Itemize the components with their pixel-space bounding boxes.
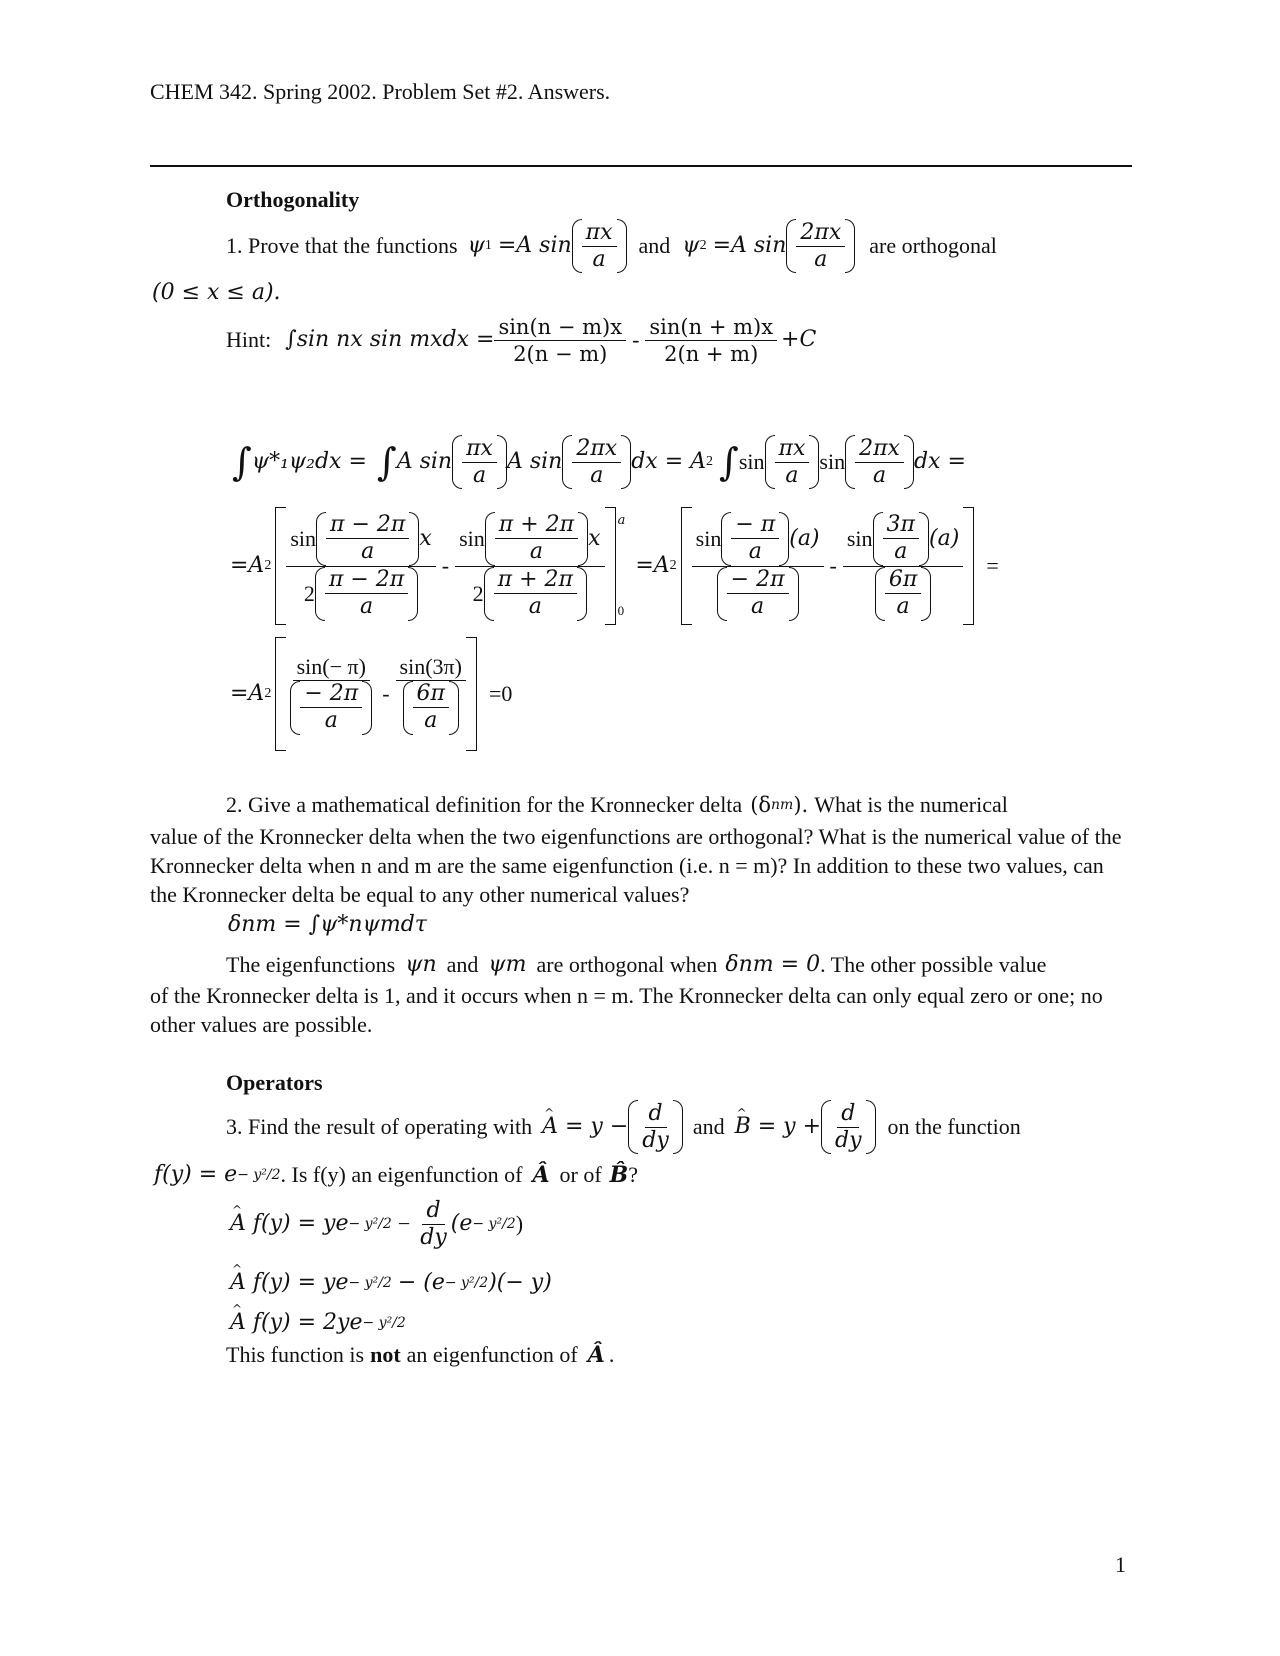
operator-a-definition: ^ A = y −	[542, 1114, 628, 1140]
psi-n: ψn	[405, 952, 437, 977]
sol1-frac4-den: a	[872, 462, 887, 488]
q3-or-of: or of	[559, 1162, 602, 1187]
minus-1: -	[441, 553, 450, 578]
final-den2-den: a	[424, 708, 438, 733]
question-2-body: value of the Kronnecker delta when the two eigenfunctions are orthogonal? What is the numerical value of the Kronnecker delta when n and m are the same eigenfunction (i.e. n = m)? In addition to these two values, can the Kronnecker delta be equal to any other numerical values?	[150, 824, 1122, 907]
psi-m: ψm	[488, 952, 527, 977]
eq-a2-3: =A	[230, 681, 265, 706]
step3-lhs: ^ A f(y) = 2ye	[230, 1310, 362, 1336]
sol1-frac2-num: 2πx	[572, 436, 621, 463]
q3-qmark: ?	[628, 1162, 639, 1187]
conclusion-a-hat: Â	[587, 1342, 605, 1368]
final-den1-den: a	[324, 708, 338, 733]
eval-upper: a	[617, 513, 626, 528]
hint-frac2-den: 2(n + m)	[664, 341, 759, 366]
frac-6pi-den: a	[896, 594, 910, 619]
section-heading-orthogonality: Orthogonality	[226, 187, 360, 212]
bracket-frac-1	[286, 512, 435, 621]
integral-sign-2: ∫	[376, 440, 397, 484]
eq-sign-line2: =	[986, 553, 999, 578]
final-num-1: sin(− π)	[293, 654, 370, 681]
q2-delta-close: ).	[793, 793, 809, 817]
solution-line-3	[230, 636, 512, 752]
hint-minus: -	[632, 327, 640, 352]
operator-b-definition: ^ B = y +	[735, 1114, 821, 1140]
step1-minus: −	[397, 1211, 411, 1236]
final-den2-num: 6π	[413, 681, 449, 708]
frac-pi-plus-num: π + 2π	[495, 512, 578, 539]
conclusion-dot: .	[608, 1342, 615, 1367]
document-title: CHEM 342. Spring 2002. Problem Set #2. Answers.	[150, 79, 611, 104]
q2-intro-b: What is the numerical	[814, 792, 1008, 817]
step2-tail: − (e	[397, 1270, 445, 1295]
pow2-3: 2	[264, 686, 272, 701]
dx-eq: dx =	[913, 449, 966, 474]
frac-pi-minus-num: π − 2π	[326, 512, 409, 539]
hint-frac1-num: sin(n − m)x	[494, 314, 626, 341]
hint-integral: ∫sin nx sin mxdx =	[285, 327, 495, 352]
sol1-frac2-den: a	[590, 462, 604, 488]
pow2-2: 2	[669, 558, 677, 573]
two-1: 2	[303, 580, 315, 606]
sol1-frac3-den: a	[785, 462, 799, 488]
conclusion-a: This function is	[226, 1342, 365, 1367]
q1-range: (0 ≤ x ≤ a).	[152, 280, 281, 305]
frac-neg-pi-den: a	[748, 539, 762, 564]
function-exponent: − y²/2	[237, 1167, 281, 1183]
frac-neg-2pi-num: − 2π	[727, 567, 789, 594]
pow2-1: 2	[264, 558, 272, 573]
psi1-frac-num: πx	[582, 220, 617, 247]
two-2: 2	[472, 580, 484, 606]
sin-1: sin	[738, 449, 765, 474]
sin-2: sin	[819, 449, 846, 474]
eval-lower: 0	[617, 603, 625, 618]
step1-paren: (e	[450, 1211, 473, 1236]
psi2-argument	[786, 219, 855, 273]
bracket-frac-4	[843, 512, 963, 621]
sol1-frac1-num: πx	[462, 436, 497, 463]
bracket-frac-2	[455, 512, 604, 621]
frac-pi-minus-den: a	[361, 539, 375, 564]
ans2-c: . The other possible value	[820, 952, 1047, 977]
page-number: 1	[1115, 1552, 1126, 1577]
psi1-subscript: 1	[484, 238, 492, 253]
frac-pi-plus-den-2: a	[528, 594, 542, 619]
step-1	[230, 1196, 523, 1252]
q2-delta-symbol: (δ	[750, 793, 772, 817]
frac-pi-minus-den-2: a	[359, 594, 374, 619]
conclusion	[226, 1342, 614, 1368]
final-num-2: sin(3π)	[396, 654, 466, 681]
final-den1-num: − 2π	[300, 681, 362, 708]
q3-d-1: d	[645, 1101, 667, 1128]
hint-constant: +C	[781, 327, 817, 352]
hint-label: Hint:	[226, 327, 272, 352]
delta-zero: δnm = 0	[725, 952, 821, 977]
solution-line-2	[230, 506, 999, 626]
q3-function-line	[154, 1162, 638, 1188]
integral-sign: ∫	[232, 440, 252, 484]
psi1-symbol: ψ	[467, 233, 485, 258]
q3-dy-1: dy	[642, 1127, 669, 1153]
step1-exp: − y²/2	[348, 1216, 392, 1232]
q3-d-2: d	[837, 1101, 859, 1128]
psi2-frac-num: 2πx	[796, 220, 845, 247]
ans2-b: are orthogonal when	[536, 952, 718, 977]
frac-neg-2pi-den: a	[751, 594, 765, 619]
answer-2-body: of the Kronnecker delta is 1, and it occurs when n = m. The Kronnecker delta can only equal zero or one; no other values are possible.	[150, 983, 1103, 1037]
paren-a-1: (a)	[789, 525, 820, 551]
sin-3: sin	[290, 525, 317, 551]
function-f: f(y) = e	[154, 1162, 238, 1187]
step2-exp-2: − y²/2	[444, 1275, 489, 1291]
hint	[226, 312, 816, 368]
sol1-frac3-num: πx	[775, 436, 810, 463]
solution-line-1: ∫ ψ*₁ψ₂dx = ∫ A sin $\frac{\pi x}{a}$ A sin $\frac{2\pi x}{a}$ dx = A 2 ∫ sin $\frac{\pi x}{a}$ sin $\frac{2\pi x}{a}$ dx =	[232, 435, 966, 488]
psi2-subscript: 2	[699, 238, 707, 253]
question-1	[226, 216, 997, 276]
step1-close: )	[515, 1211, 524, 1236]
step2-tail2: )(− y)	[488, 1270, 552, 1295]
sin-6: sin	[846, 525, 873, 551]
step-2	[230, 1270, 552, 1296]
q3-prefix: 3. Find the result of operating with	[226, 1114, 533, 1139]
q1-prefix: 1. Prove that the functions	[226, 233, 458, 258]
step2-exp: − y²/2	[348, 1275, 392, 1291]
paren-a-2: (a)	[929, 525, 960, 551]
step1-lhs: ^ A f(y) = ye	[230, 1211, 349, 1237]
step1-dy: dy	[420, 1224, 447, 1250]
header-rule	[150, 165, 1132, 167]
sol1-frac4-num: 2πx	[855, 436, 904, 463]
conclusion-b: an eigenfunction of	[406, 1342, 578, 1367]
answer-2-line-1	[226, 952, 1046, 978]
psi2-definition: =A sin	[712, 233, 787, 258]
question-2-line-1	[226, 792, 1008, 818]
frac-3pi-num: 3π	[883, 512, 919, 539]
minus-2: -	[829, 553, 837, 578]
sol1-frac1-den: a	[472, 462, 487, 488]
q1-and: and	[638, 233, 671, 258]
kronecker-definition: δnm = ∫ψ*nψmdτ	[228, 912, 427, 937]
a-sin-2: A sin	[506, 449, 563, 474]
step-3	[230, 1310, 406, 1336]
hint-frac1-den: 2(n − m)	[513, 341, 608, 366]
dx-eq-a: dx = A	[631, 449, 707, 474]
conclusion-not: not	[370, 1342, 401, 1367]
frac-neg-pi-num: − π	[731, 512, 779, 539]
solution-lhs: ψ*₁ψ₂dx =	[251, 449, 367, 474]
sin-4: sin	[459, 525, 485, 551]
step1-exp-2: − y²/2	[472, 1216, 516, 1232]
frac-6pi-num: 6π	[885, 567, 921, 594]
step3-exp: − y²/2	[362, 1315, 406, 1331]
sin-5: sin	[695, 525, 722, 551]
psi2-frac-den: a	[814, 246, 828, 272]
minus-3: -	[382, 681, 390, 706]
psi1-definition: =A sin	[497, 233, 572, 258]
final-frac-2	[396, 654, 466, 735]
final-frac-1	[286, 654, 376, 735]
eq-a2-2: =A	[635, 553, 670, 578]
frac-pi-plus-den: a	[529, 539, 544, 564]
question-3	[226, 1098, 1021, 1156]
frac-3pi-den: a	[894, 539, 908, 564]
q1-suffix: are orthogonal	[869, 233, 997, 258]
a-sin-1: A sin	[396, 449, 453, 474]
a-hat: Â	[532, 1162, 550, 1188]
section-heading-operators: Operators	[226, 1070, 323, 1095]
final-result: =0	[488, 681, 513, 706]
q2-intro-a: 2. Give a mathematical definition for the Kronnecker delta	[226, 792, 743, 817]
psi1-frac-den: a	[592, 246, 606, 272]
q3-dy-2: dy	[835, 1127, 862, 1153]
x-2: x	[588, 525, 601, 551]
step1-d: d	[422, 1198, 444, 1225]
eq-a2-1: =A	[230, 553, 265, 578]
psi1-argument	[572, 219, 627, 273]
q3-question-a: . Is f(y) an eigenfunction of	[280, 1162, 523, 1187]
frac-pi-minus-num-2: π − 2π	[325, 567, 408, 594]
hint-frac2-num: sin(n + m)x	[645, 314, 777, 341]
integral-sign-3: ∫	[719, 440, 739, 484]
step2-lhs: ^ A f(y) = ye	[230, 1270, 349, 1296]
b-hat: B̂	[609, 1162, 629, 1188]
psi2-symbol: ψ	[682, 233, 700, 258]
q3-and: and	[692, 1114, 725, 1139]
bracket-frac-3	[692, 512, 824, 621]
frac-pi-plus-num-2: π + 2π	[494, 567, 577, 594]
ans2-and: and	[446, 952, 479, 977]
x-1: x	[419, 525, 432, 551]
ans2-a: The eigenfunctions	[226, 952, 396, 977]
q2-delta-subscript: nm	[771, 797, 794, 813]
q3-suffix: on the function	[887, 1114, 1021, 1139]
